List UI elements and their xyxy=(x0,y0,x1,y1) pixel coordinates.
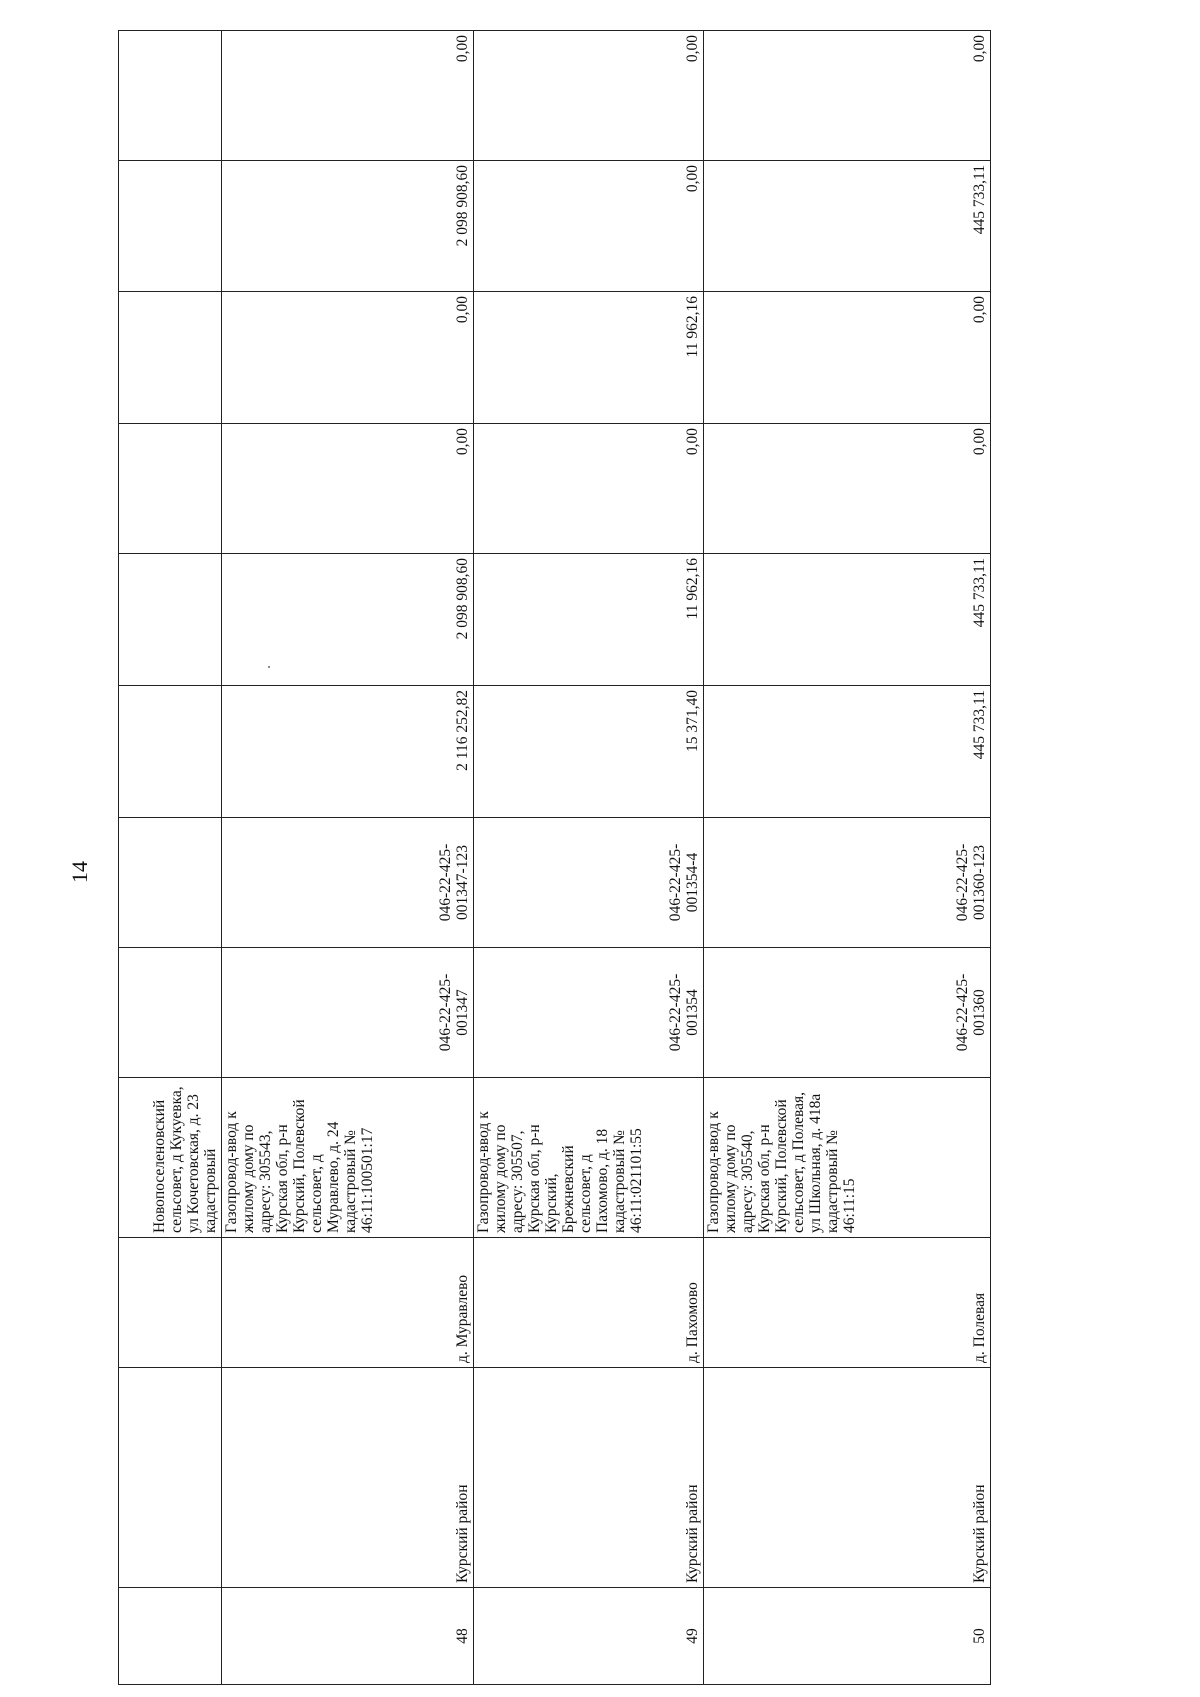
cell-object-address: Газопровод-ввод к жилому дому по адресу: 305507, Курская обл, р-н Курский, Брежневский сельсовет, д Пахомово, д. 18 кадастровый № 46:11:021101:55 xyxy=(474,1078,704,1238)
cell-amount: 0,00 xyxy=(474,161,704,292)
cell-index: 50 xyxy=(703,1588,990,1685)
data-table xyxy=(118,30,991,1685)
cell-empty xyxy=(119,1588,222,1685)
cell-code-full: 046-22-425-001360-123 xyxy=(703,818,990,948)
cell-amount: 445 733,11 xyxy=(703,554,990,686)
cell-code: 046-22-425-001347 xyxy=(221,948,473,1078)
cell-code: 046-22-425-001354 xyxy=(474,948,704,1078)
cell-empty xyxy=(119,554,222,686)
cell-empty xyxy=(119,948,222,1078)
cell-object-address: Газопровод-ввод к жилому дому по адресу: 305540, Курская обл, р-н Курский, Полевской сельсовет, д Полевая, ул Школьная, д. 418а кадастровый № 46:11:15 xyxy=(703,1078,990,1238)
scan-speck xyxy=(268,666,270,668)
cell-empty xyxy=(119,1238,222,1368)
cell-code-full: 046-22-425-001354-4 xyxy=(474,818,704,948)
cell-empty xyxy=(119,424,222,554)
cell-amount: 2 098 908,60 xyxy=(221,161,473,292)
cell-amount: 0,00 xyxy=(221,292,473,424)
cell-amount: 445 733,11 xyxy=(703,686,990,818)
cell-code-full: 046-22-425-001347-123 xyxy=(221,818,473,948)
cell-amount: 445 733,11 xyxy=(703,161,990,292)
cell-continuation-address: Новопоселеновский сельсовет, д Кукуевка, ул Кочетовская, д. 23 кадастровый xyxy=(119,1078,222,1238)
cell-district: Курский район xyxy=(703,1368,990,1588)
cell-object-address: Газопровод-ввод к жилому дому по адресу: 305543, Курская обл, р-н Курский, Полевской сельсовет, д Муравлево, д. 24 кадастровый № 46:11:100501:17 xyxy=(221,1078,473,1238)
cell-amount: 0,00 xyxy=(703,31,990,161)
table-row xyxy=(474,31,704,1685)
cell-amount: 15 371,40 xyxy=(474,686,704,818)
cell-settlement: д. Муравлево xyxy=(221,1238,473,1368)
table-row xyxy=(221,31,473,1685)
cell-amount: 11 962,16 xyxy=(474,292,704,424)
table-row xyxy=(703,31,990,1685)
cell-amount: 0,00 xyxy=(221,31,473,161)
cell-amount: 0,00 xyxy=(703,424,990,554)
cell-district: Курский район xyxy=(474,1368,704,1588)
data-table-rotated xyxy=(118,35,991,1685)
cell-code: 046-22-425-001360 xyxy=(703,948,990,1078)
table-row-continuation xyxy=(119,31,222,1685)
cell-amount: 2 116 252,82 xyxy=(221,686,473,818)
cell-settlement: д. Полевая xyxy=(703,1238,990,1368)
page-number: 14 xyxy=(67,861,92,883)
cell-amount: 0,00 xyxy=(474,31,704,161)
cell-amount: 0,00 xyxy=(221,424,473,554)
cell-settlement: д. Пахомово xyxy=(474,1238,704,1368)
cell-empty xyxy=(119,686,222,818)
cell-empty xyxy=(119,818,222,948)
cell-amount: 0,00 xyxy=(474,424,704,554)
cell-empty xyxy=(119,161,222,292)
cell-empty xyxy=(119,31,222,161)
cell-amount: 2 098 908,60 xyxy=(221,554,473,686)
cell-district: Курский район xyxy=(221,1368,473,1588)
cell-index: 48 xyxy=(221,1588,473,1685)
cell-index: 49 xyxy=(474,1588,704,1685)
cell-amount: 11 962,16 xyxy=(474,554,704,686)
cell-amount: 0,00 xyxy=(703,292,990,424)
cell-empty xyxy=(119,292,222,424)
cell-empty xyxy=(119,1368,222,1588)
